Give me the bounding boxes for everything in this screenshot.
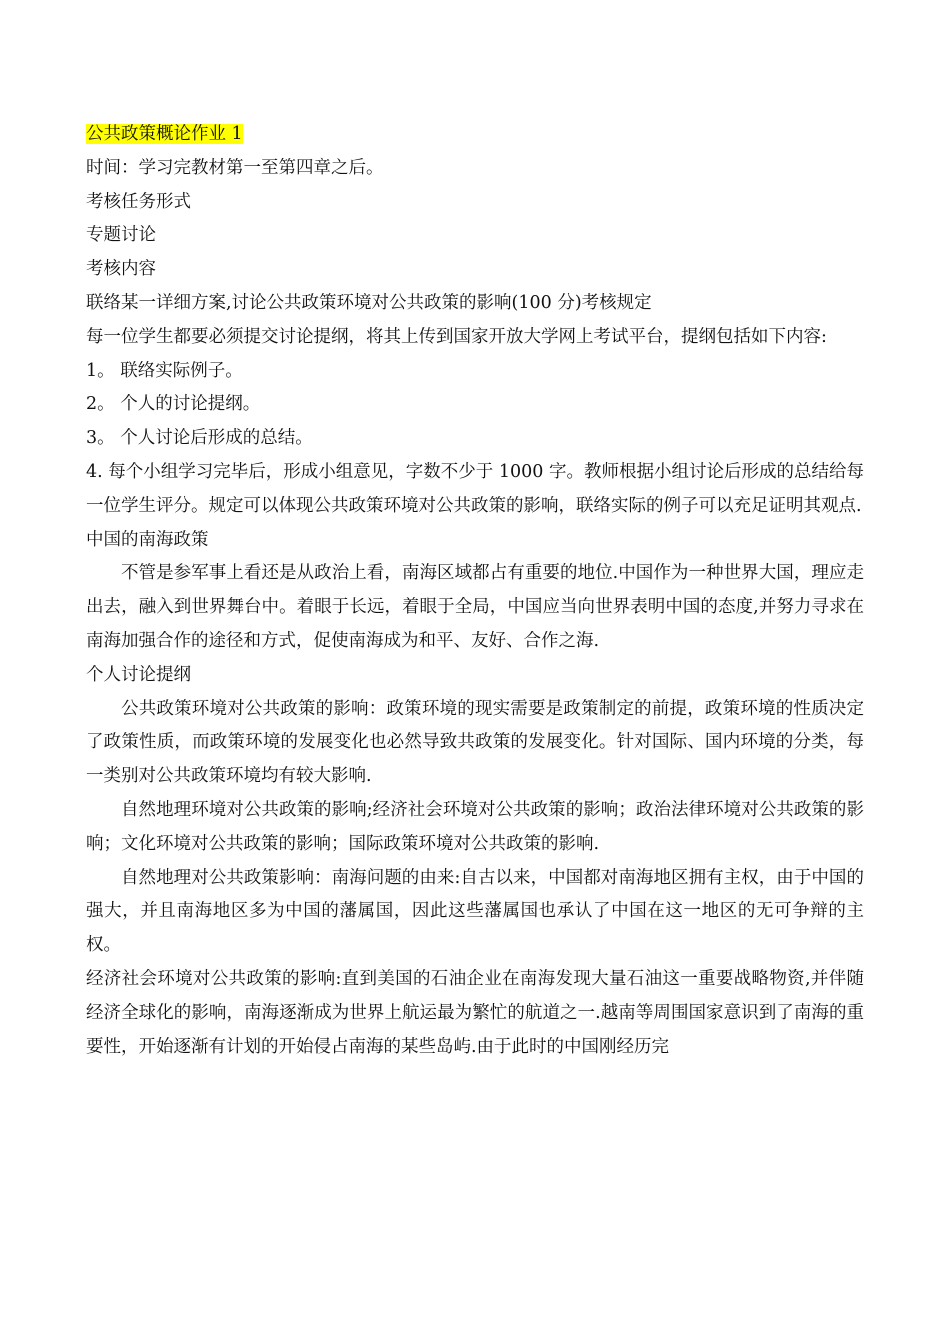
list-item-2: 2。 个人的讨论提纲。 <box>86 394 261 415</box>
list-item-3: 3。 个人讨论后形成的总结。 <box>86 428 313 449</box>
document-title: 公共政策概论作业 1 <box>86 124 243 144</box>
document-title-line <box>86 118 864 152</box>
paragraph-time: 时间：学习完教材第一至第四章之后。 <box>86 157 384 178</box>
paragraph-environment-influence: 公共政策环境对公共政策的影响：政策环境的现实需要是政策制定的前提，政策环境的性质决定了政策性质，而政策环境的发展变化也必然导致共政策的发展变化。针对国际、国内环境的分类，每一类别对公共政策环境均有较大影响. <box>86 698 864 787</box>
list-item-1: 1。 联络实际例子。 <box>86 360 243 381</box>
paragraph-natural-geography: 自然地理对公共政策影响：南海问题的由来:自古以来，中国都对南海地区拥有主权，由于中国的强大，并且南海地区多为中国的藩属国，因此这些藩属国也承认了中国在这一地区的无可争辩的主权。 <box>86 867 864 956</box>
paragraph-environment-categories: 自然地理环境对公共政策的影响;经济社会环境对公共政策的影响；政治法律环境对公共政策的影响；文化环境对公共政策的影响；国际政策环境对公共政策的影响. <box>86 799 864 854</box>
paragraph-topic-discussion: 专题讨论 <box>86 225 156 246</box>
heading-personal-outline: 个人讨论提纲 <box>86 664 191 685</box>
paragraph-policy-overview: 不管是参军事上看还是从政治上看，南海区域都占有重要的地位.中国作为一种世界大国，理应走出去，融入到世界舞台中。着眼于长远，着眼于全局，中国应当向世界表明中国的态度,并努力寻求在南海加强合作的途径和方式，促使南海成为和平、友好、合作之海. <box>86 563 864 651</box>
paragraph-economic-social: 经济社会环境对公共政策的影响:直到美国的石油企业在南海发现大量石油这一重要战略物资,并伴随经济全球化的影响，南海逐渐成为世界上航运最为繁忙的航道之一.越南等周围国家意识到了南海的重要性，开始逐渐有计划的开始侵占南海的某些岛屿.由于此时的中国刚经历完 <box>86 968 864 1057</box>
document-body <box>86 118 864 1064</box>
paragraph-assessment-requirement: 联络某一详细方案,讨论公共政策环境对公共政策的影响(100 分)考核规定 <box>86 292 652 313</box>
heading-south-china-sea-policy: 中国的南海政策 <box>86 529 209 550</box>
heading-assessment-content: 考核内容 <box>86 259 156 280</box>
list-item-4: 4. 每个小组学习完毕后，形成小组意见，字数不少于 1000 字。教师根据小组讨论后形成的总结给每一位学生评分。规定可以体现公共政策环境对公共政策的影响，联络实际的例子可以充足证明其观点. <box>86 461 864 516</box>
heading-assessment-form: 考核任务形式 <box>86 191 191 212</box>
paragraph-submission-instructions: 每一位学生都要必须提交讨论提纲，将其上传到国家开放大学网上考试平台，提纲包括如下内容: <box>86 326 827 347</box>
